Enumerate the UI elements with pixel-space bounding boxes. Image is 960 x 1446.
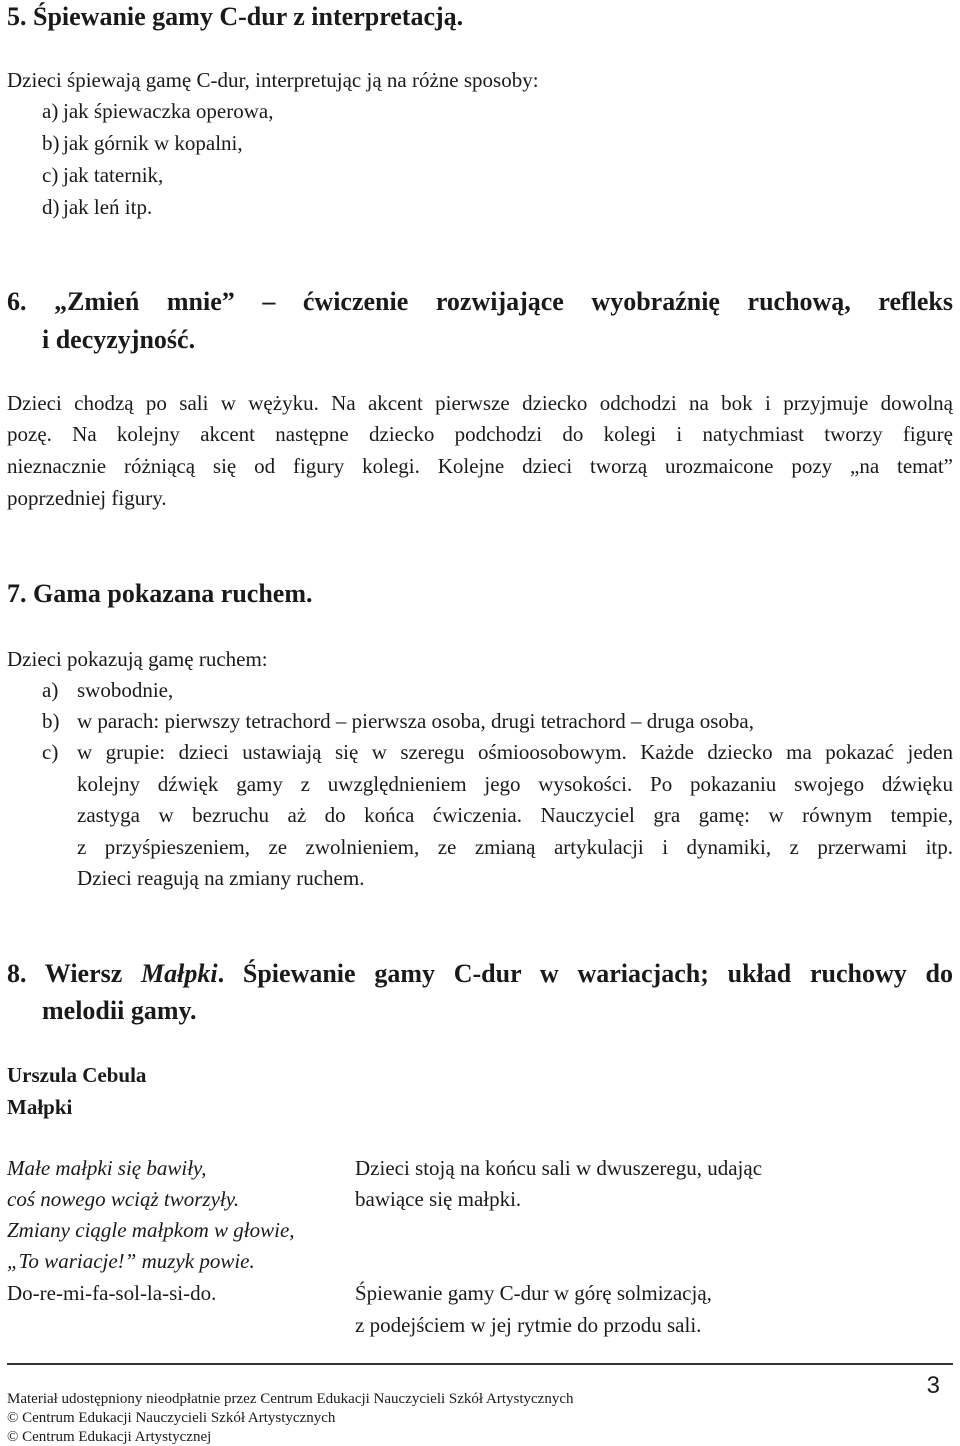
section-8-heading-line1 — [7, 959, 953, 989]
list-item — [42, 163, 163, 188]
poem-author: Urszula Cebula — [7, 1063, 147, 1087]
list-marker: a) — [42, 678, 59, 702]
list-item — [42, 131, 243, 156]
list-item-text: b) jak górnik w kopalni, — [42, 131, 243, 155]
list-item-line: z przyśpieszeniem, ze zwolnieniem, ze zmianą artykulacji i dynamiki, z przerwami itp. — [77, 835, 953, 859]
list-marker: c) — [42, 740, 59, 764]
list-item-text: w parach: pierwszy tetrachord – pierwsza osoba, drugi tetrachord – druga osoba, — [77, 709, 755, 733]
list-item-line: zastyga w bezruchu aż do końca ćwiczenia. Nauczyciel gra gamę: w równym tempie, — [77, 803, 953, 827]
section-6-para-line: Dzieci chodzą po sali w wężyku. Na akcent pierwsze dziecko odchodzi na bok i przyjmuje dowolną — [7, 391, 953, 415]
section-6-para-line: pozę. Na kolejny akcent następne dziecko podchodzi do kolegi i natychmiast tworzy figurę — [7, 422, 953, 446]
heading-text: 8. Wiersz — [7, 959, 142, 988]
list-item — [42, 195, 152, 220]
poem-line: Do-re-mi-fa-sol-la-si-do. — [7, 1281, 217, 1305]
section-6-para-line: nieznacznie różniącą się od figury kolegi. Kolejne dzieci tworzą urozmaicone pozy „na temat” — [7, 454, 953, 478]
instruction-line: Śpiewanie gamy C-dur w górę solmizacją, — [355, 1281, 712, 1305]
poem-line: Małe małpki się bawiły, — [7, 1156, 207, 1180]
instruction-line: bawiące się małpki. — [355, 1187, 522, 1211]
instruction-line: Dzieci stoją na końcu sali w dwuszeregu, udając — [355, 1156, 763, 1180]
footer-divider — [7, 1363, 953, 1365]
list-item-line: kolejny dźwięk gamy z uwzględnieniem jego wysokości. Po pokazaniu swojego dźwięku — [77, 772, 953, 796]
list-item-text: d) jak leń itp. — [42, 195, 153, 219]
list-item-text: a) jak śpiewaczka operowa, — [42, 99, 274, 123]
section-6-heading-line1: 6. „Zmień mnie” – ćwiczenie rozwijające wyobraźnię ruchową, refleks — [7, 287, 953, 316]
poem-line: Zmiany ciągle małpkom w głowie, — [7, 1218, 295, 1242]
section-7-heading: 7. Gama pokazana ruchem. — [7, 579, 313, 608]
list-item-line: Dzieci reagują na zmiany ruchem. — [77, 866, 365, 890]
section-8-heading-line2: melodii gamy. — [42, 996, 197, 1025]
section-6-para-line: poprzedniej figury. — [7, 486, 167, 510]
page-number: 3 — [926, 1372, 940, 1399]
section-5-intro: Dzieci śpiewają gamę C-dur, interpretując ją na różne sposoby: — [7, 68, 539, 92]
instruction-line: z podejściem w jej rytmie do przodu sali. — [355, 1313, 702, 1337]
poem-name-italic: Małpki — [141, 959, 218, 988]
poem-line: coś nowego wciąż tworzyły. — [7, 1187, 240, 1211]
section-6-heading-line2: i decyzyjność. — [42, 325, 196, 354]
heading-text: . Śpiewanie gamy C-dur w wariacjach; układ ruchowy do — [217, 959, 953, 988]
list-marker: b) — [42, 709, 60, 733]
list-item-line: w grupie: dzieci ustawiają się w szeregu ośmioosobowym. Każde dziecko ma pokazać jeden — [77, 740, 953, 764]
footer-line: © Centrum Edukacji Artystycznej — [7, 1429, 212, 1445]
list-item — [42, 99, 273, 124]
poem-line: „To wariacje!” muzyk powie. — [7, 1249, 255, 1273]
list-item-text: swobodnie, — [77, 678, 174, 702]
list-item-text: c) jak taternik, — [42, 163, 164, 187]
poem-title: Małpki — [7, 1095, 73, 1119]
footer-line: © Centrum Edukacji Nauczycieli Szkół Artystycznych — [7, 1410, 336, 1426]
section-7-intro: Dzieci pokazują gamę ruchem: — [7, 647, 268, 671]
section-5-heading: 5. Śpiewanie gamy C-dur z interpretacją. — [7, 2, 464, 31]
footer-line: Materiał udostępniony nieodpłatnie przez Centrum Edukacji Nauczycieli Szkół Artystycznych — [7, 1391, 574, 1407]
